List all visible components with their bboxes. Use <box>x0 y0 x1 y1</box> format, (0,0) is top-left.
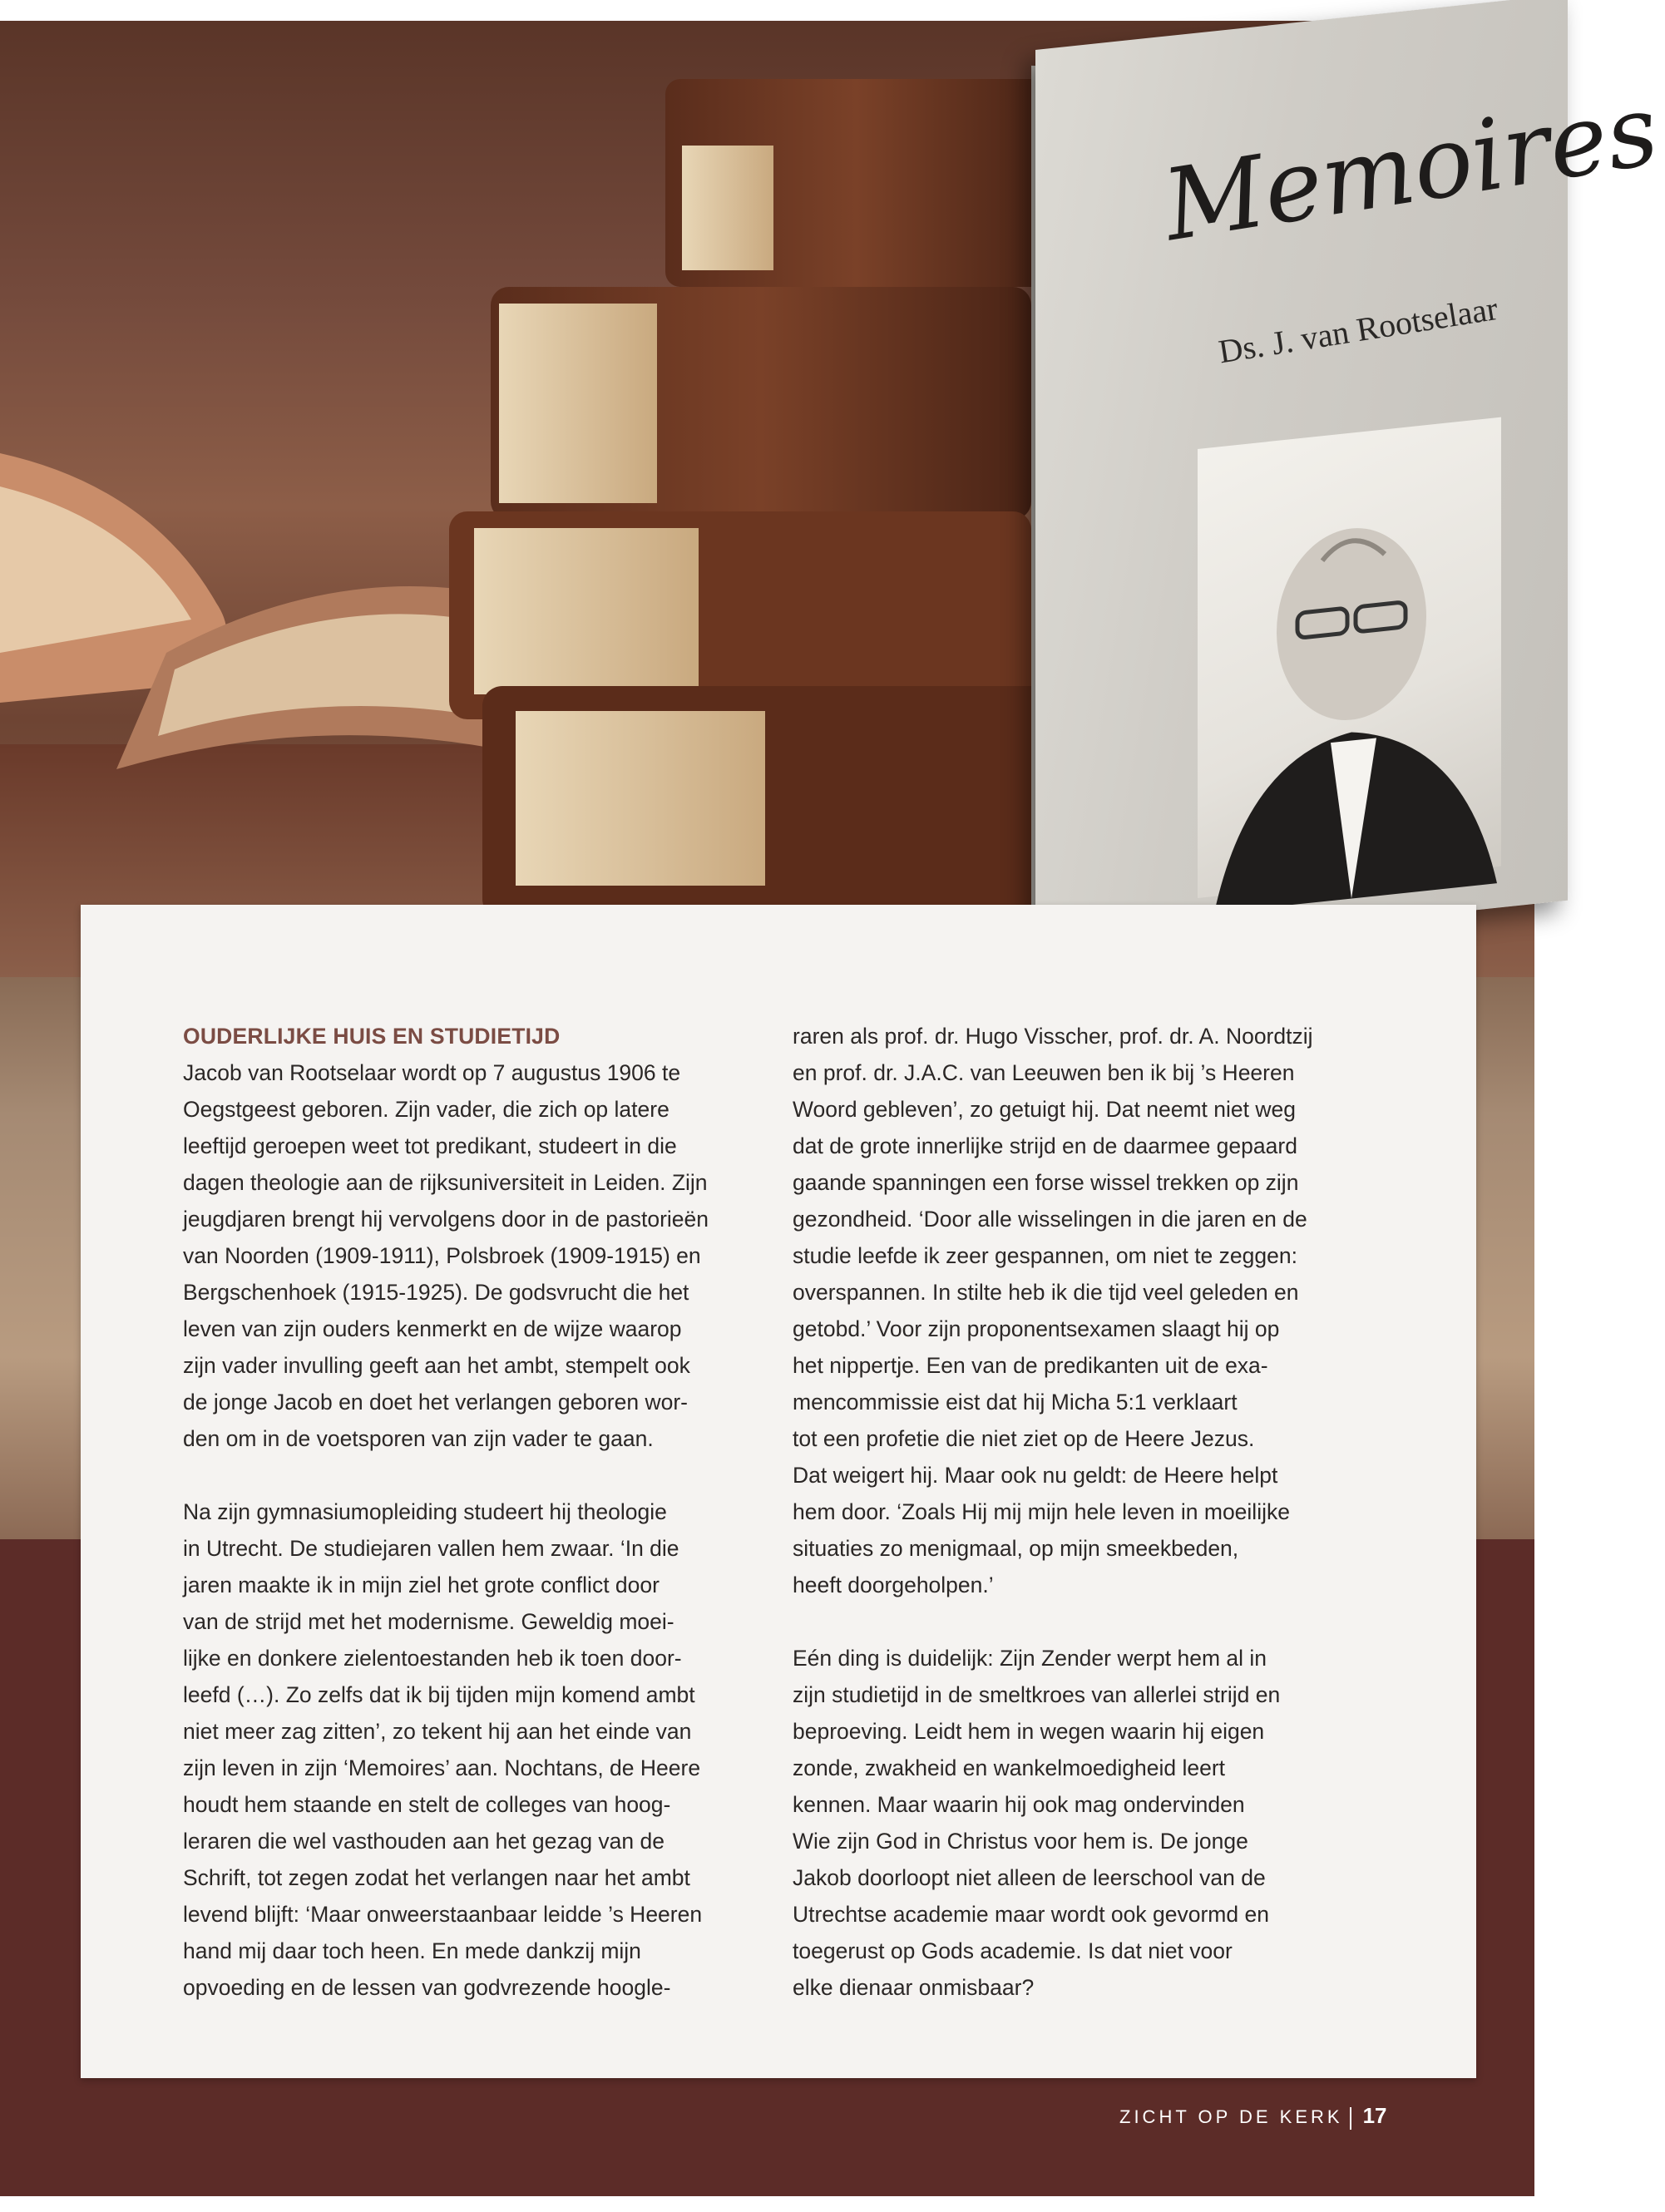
paragraph: Na zijn gymnasiumopleiding studeert hij theologie in Utrecht. De studiejaren vallen hem zwaar. ‘In die jaren maakte ik in mijn ziel het grote conflict door van de strijd met het modernisme. Geweldig moei- lijke en donkere zielentoestanden heb ik toen door- leefd (…). Zo zelfs dat ik bij tijden mijn komend ambt niet meer zag zitten’, zo tekent hij aan het einde van zijn leven in zijn ‘Memoires’ aan. Nochtans, de Heere houdt hem staande en stelt de colleges van hoog- leraren die wel vasthouden aan het gezag van de Schrift, tot zegen zodat het verlangen naar het ambt levend blijft: ‘Maar onweerstaanbaar leidde ’s Heeren hand mij daar toch heen. En mede dankzij mijn opvoeding en de lessen van godvrezende hoogle- <box>183 1499 703 2000</box>
book-second-pages <box>499 304 657 503</box>
portrait-figure <box>1198 417 1501 915</box>
paragraph: Eén ding is duidelijk: Zijn Zender werpt hem al in zijn studietijd in de smeltkroes van allerlei strijd en beproeving. Leidt hem in wegen waarin hij eigen zonde, zwakheid en wankelmoedigheid leert kennen. Maar waarin hij ook mag ondervinden Wie zijn God in Christus voor hem is. De jonge Jakob doorloopt niet alleen de leerschool van de Utrechtse academie maar wordt ook gevormd en toegerust op Gods academie. Is dat niet voor elke dienaar onmisbaar? <box>793 1646 1281 2000</box>
paragraph: Jacob van Rootselaar wordt op 7 augustus 1906 te Oegstgeest geboren. Zijn vader, die zich op latere leeftijd geroepen weet tot predikant, studeert in die dagen theologie aan de rijksuniversiteit in Leiden. Zijn jeugdjaren brengt hij vervolgens door in de pastorieën van Noorden (1909-1911), Polsbroek (1909-1915) en Bergschenhoek (1915-1925). De godsvrucht die het leven van zijn ouders kenmerkt en de wijze waarop zijn vader invulling geeft aan het ambt, stempelt ook de jonge Jacob en doet het verlangen geboren wor- den om in de voetsporen van zijn vader te gaan. <box>183 1060 709 1451</box>
magazine-name: ZICHT OP DE KERK <box>1119 2106 1343 2127</box>
book-bottom-pages <box>516 711 765 886</box>
article-column-left <box>183 1018 765 2006</box>
book-top-pages <box>682 146 773 270</box>
book-cover-title: Memoires <box>1156 72 1665 264</box>
page-footer <box>1119 2103 1387 2130</box>
section-title: OUDERLIJKE HUIS EN STUDIETIJD <box>183 1024 561 1049</box>
article-column-right <box>793 1018 1391 2006</box>
author-portrait <box>1198 417 1501 898</box>
page-number: 17 <box>1362 2103 1387 2128</box>
bottom-margin <box>0 2196 1534 2212</box>
book-third-pages <box>474 528 699 694</box>
paragraph: raren als prof. dr. Hugo Visscher, prof. dr. A. Noordtzij en prof. dr. J.A.C. van Leeuwen ben ik bij ’s Heeren Woord gebleven’, zo getuigt hij. Dat neemt niet weg dat de grote innerlijke strijd en de daarmee gepaard gaande spanningen een forse wissel trekken op zijn gezondheid. ‘Door alle wisselingen in die jaren en de studie leefde ik zeer gespannen, om niet te zeggen: overspannen. In stilte heb ik die tijd veel geleden en getobd.’ Voor zijn proponentsexamen slaagt hij op het nippertje. Een van de predikanten uit de exa- mencommissie eist dat hij Micha 5:1 verklaart tot een profetie die niet ziet op de Heere Jezus. Dat weigert hij. Maar ook nu geldt: de Heere helpt hem door. ‘Zoals Hij mij mijn hele leven in moeilijke situaties zo menigmaal, op mijn smeekbeden, heeft doorgeholpen.’ <box>793 1024 1313 1597</box>
footer-divider <box>1350 2107 1351 2130</box>
book-cover-author: Ds. J. van Rootselaar <box>1216 289 1500 371</box>
top-margin <box>0 0 1534 21</box>
